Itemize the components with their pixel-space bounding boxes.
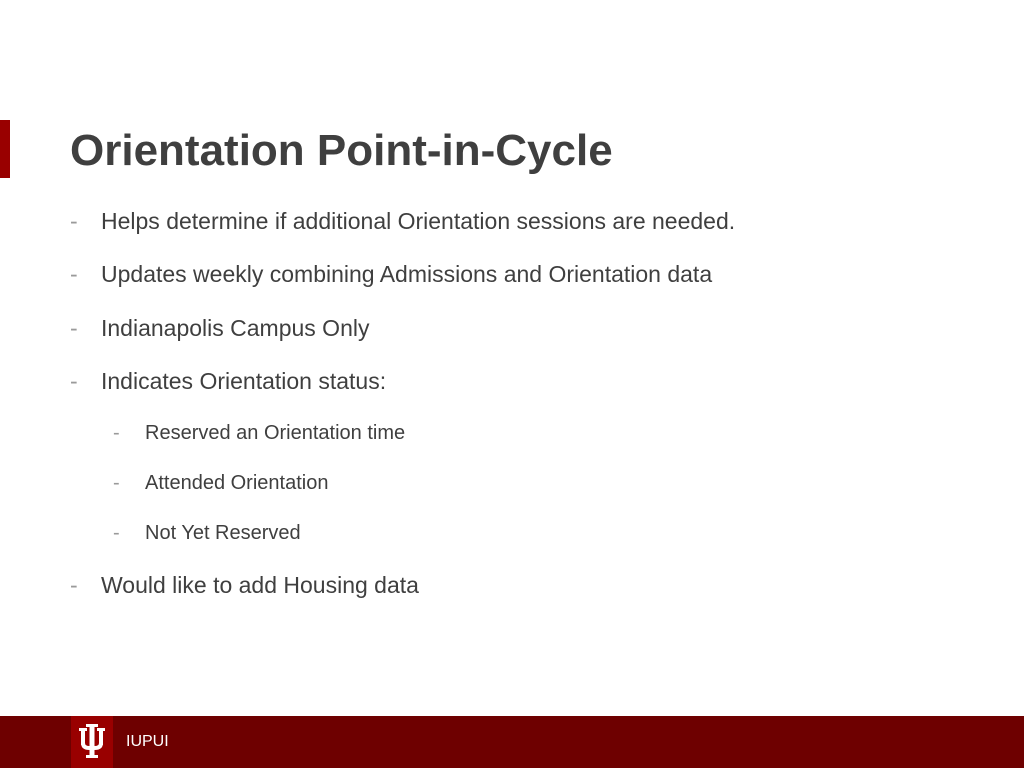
bullet-text: Updates weekly combining Admissions and Orientation data	[101, 261, 713, 287]
bullet-marker: -	[70, 572, 78, 598]
sub-bullet-text: Not Yet Reserved	[145, 522, 301, 544]
iu-trident-icon	[77, 722, 107, 762]
bullet-marker: -	[70, 261, 78, 287]
bullet-text: Helps determine if additional Orientation sessions are needed.	[101, 208, 736, 234]
sub-bullet-text: Reserved an Orientation time	[145, 422, 406, 444]
bullet-text: Would like to add Housing data	[101, 572, 419, 598]
logo	[71, 716, 113, 768]
bullet-marker: -	[113, 522, 120, 544]
bullet-marker: -	[70, 315, 78, 341]
bullet-marker: -	[70, 368, 78, 394]
bullet-text: Indianapolis Campus Only	[101, 315, 370, 341]
bullet-text: Indicates Orientation status:	[101, 368, 387, 394]
bullet-marker: -	[70, 208, 78, 234]
slide-title: Orientation Point-in-Cycle	[70, 126, 613, 175]
bullet-marker: -	[113, 472, 120, 494]
sub-bullet-text: Attended Orientation	[145, 472, 329, 494]
footer-label: IUPUI	[126, 733, 169, 750]
bullet-marker: -	[113, 422, 120, 444]
footer-bar	[0, 716, 1024, 768]
